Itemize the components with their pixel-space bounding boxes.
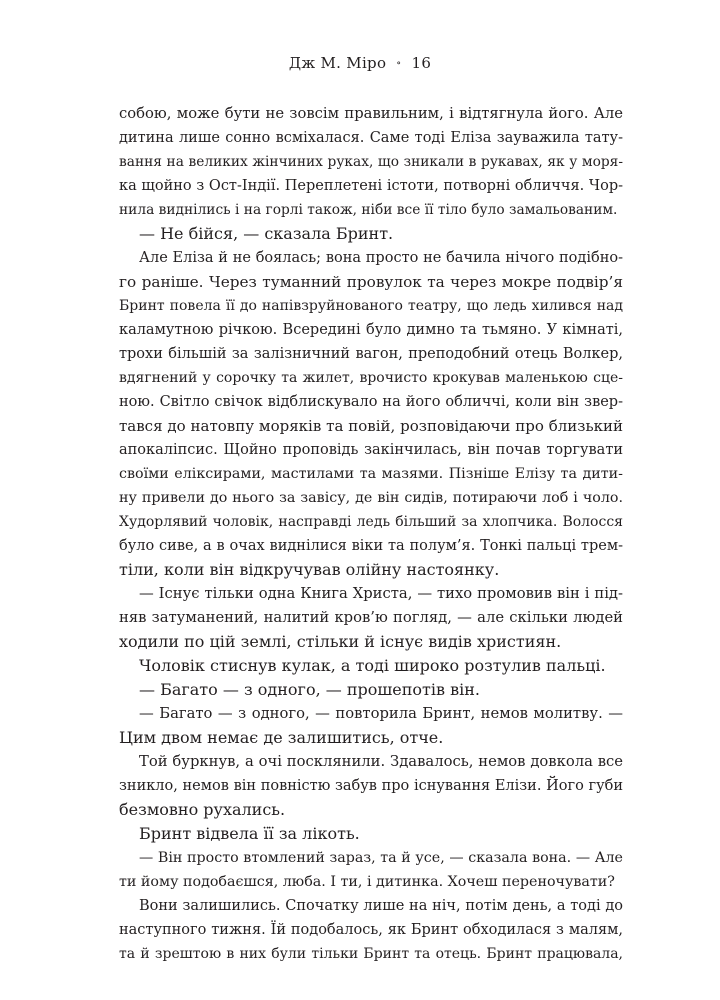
text-line: ною. Світло свічок відблискувало на його обличчі, коли він звер- [119,394,623,410]
text-line: трохи більшій за залізничний вагон, преподобний отець Волкер, [119,346,623,362]
text-line: Цим двом немає де залишитись, отче. [119,728,444,747]
text-line: Худорлявий чоловік, насправді ледь більший за хлопчика. Волосся [119,514,623,530]
body-text [119,102,623,966]
text-line: вдягнений у сорочку та жилет, врочисто крокував маленькою сце- [119,370,623,386]
text-line: безмовно рухались. [119,800,286,819]
text-line: Вони залишились. Спочатку лише на ніч, потім день, а тоді до [139,898,623,914]
text-line: го раніше. Через туманний провулок та через мокре подвір’я [119,273,623,291]
text-line: — Багато — з одного, — прошепотів він. [139,680,480,699]
text-line: тіли, коли він відкручував олійну настоянку. [119,560,500,579]
text-line: своїми еліксирами, мастилами та мазями. Пізніше Елізу та дити- [119,466,623,482]
text-line: няв затуманений, налитий кров’ю погляд, — але скільки людей [119,609,623,626]
header-page-number: 16 [411,54,432,72]
text-line: — Існує тільки одна Книга Христа, — тихо промовив він і під- [139,585,623,602]
text-line: вання на великих жінчиних руках, що зникали в рукавах, як у моря- [119,154,623,170]
text-line: — Він просто втомлений зараз, та й усе, — сказала вона. — Але [139,850,623,866]
text-line: Чоловік стиснув кулак, а тоді широко розтулив пальці. [139,656,606,675]
text-line: апокаліпсис. Щойно проповідь закінчилась, він почав торгувати [119,442,623,458]
running-head [0,54,720,72]
text-line: — Не бійся, — сказала Бринт. [139,224,394,243]
text-line: каламутною річкою. Всередині було димно та тьмяно. У кімнаті, [119,322,623,338]
text-line: та й зрештою в них були тільки Бринт та отець. Бринт працювала, [119,946,623,962]
text-line: Бринт відвела її за лікоть. [139,824,360,843]
text-line: Той буркнув, а очі посклянили. Здавалось, немов довкола все [139,753,623,770]
text-line: ка щойно з Ост-Індії. Переплетені істоти, потворні обличчя. Чор- [119,178,623,194]
text-line: собою, може бути не зовсім правильним, і відтягнула його. Але [119,105,623,122]
text-line: наступного тижня. Їй подобалось, як Бринт обходилася з малям, [119,922,623,938]
text-line: було сиве, а в очах виднілися віки та полум’я. Тонкі пальці трем- [119,538,623,554]
text-line: дитина лише сонно всміхалася. Саме тоді Еліза зауважила тату- [119,130,623,146]
header-author: Дж М. Міро [288,54,387,72]
text-line: Бринт повела її до напівзруйнованого театру, що ледь хилився над [119,298,623,314]
text-line: нила виднілись і на горлі також, ніби все її тіло було замальованим. [119,202,618,218]
text-line: Але Еліза й не боялась; вона просто не бачила нічого подібно- [139,250,623,266]
text-line: ну привели до нього за завісу, де він сидів, потираючи лоб і чоло. [119,490,623,506]
text-line: тався до натовпу моряків та повій, розповідаючи про близький [119,417,623,435]
text-line: ходили по цій землі, стільки й існує видів християн. [119,632,562,651]
text-line: зникло, немов він повністю забув про існування Елізи. Його губи [119,778,623,794]
header-separator: ∘ [396,58,402,69]
text-line: ти йому подобаєшся, люба. І ти, і дитинка. Хочеш переночувати? [119,874,615,890]
text-line: — Багато — з одного, — повторила Бринт, немов молитву. — [139,705,623,722]
